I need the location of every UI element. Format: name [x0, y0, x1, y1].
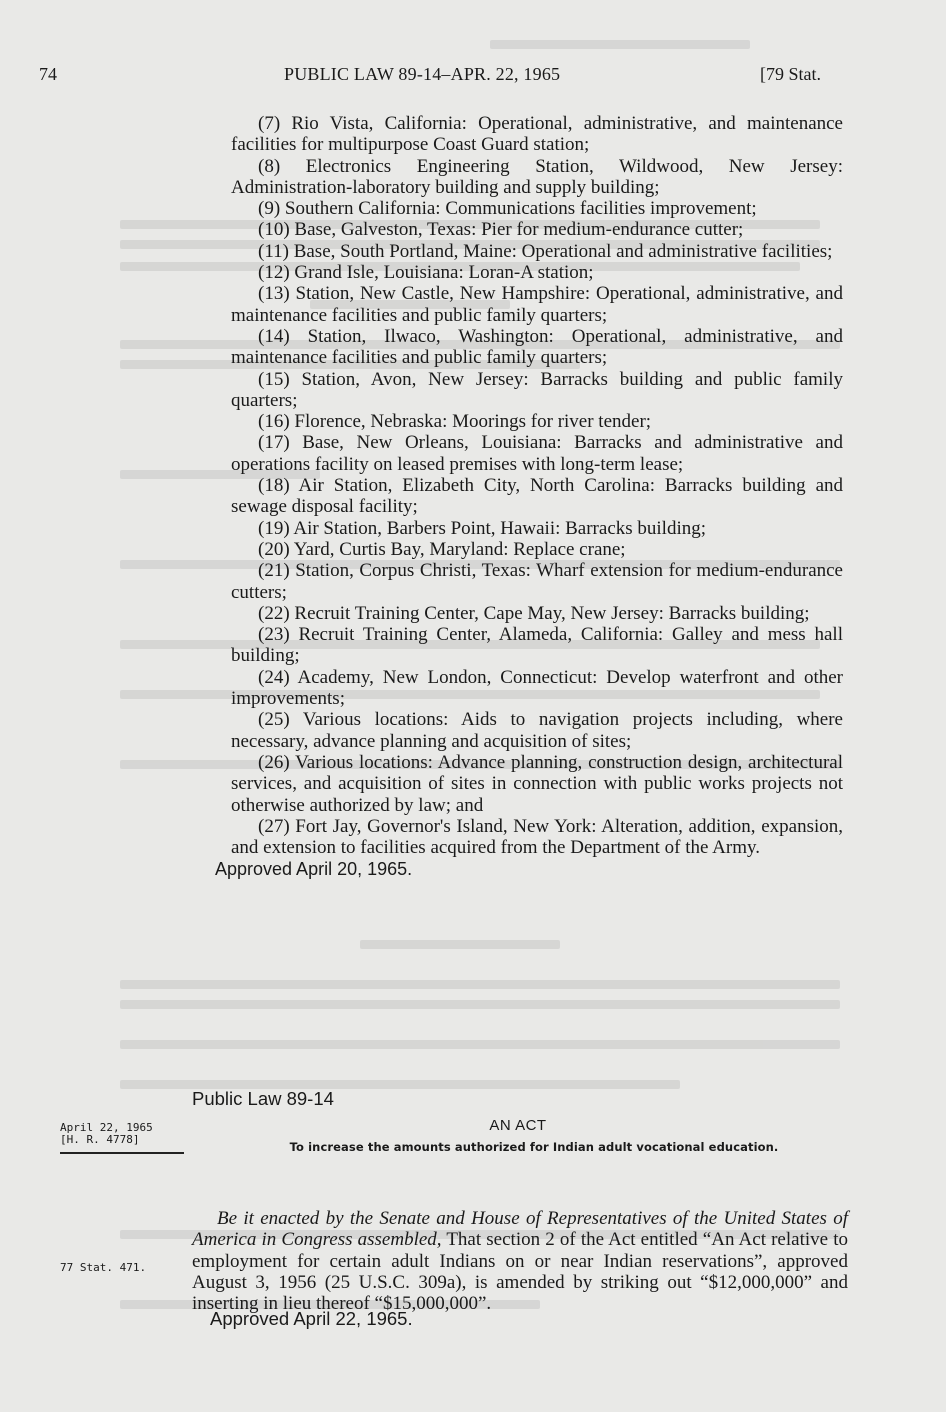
approval-date: Approved April 20, 1965.	[215, 859, 413, 880]
list-item: (14) Station, Ilwaco, Washington: Operational, administrative, and maintenance facilities and public family quarters;	[231, 325, 843, 369]
list-item: (18) Air Station, Elizabeth City, North Carolina: Barracks building and sewage disposal facility;	[231, 475, 843, 518]
approval-date-2: Approved April 22, 1965.	[210, 1308, 413, 1329]
margin-bill-number: [H. R. 4778]	[60, 1133, 140, 1146]
list-item: (17) Base, New Orleans, Louisiana: Barracks and administrative and operations facility on leased premises with long-term lease;	[231, 432, 843, 475]
margin-rule	[60, 1152, 184, 1154]
list-item: (12) Grand Isle, Louisiana: Loran-A station;	[258, 262, 594, 284]
list-item: (22) Recruit Training Center, Cape May, New Jersey: Barracks building;	[258, 602, 810, 624]
list-item: (24) Academy, New London, Connecticut: Develop waterfront and other improvements;	[231, 666, 843, 710]
enacting-paragraph	[192, 1208, 848, 1314]
page-number: 74	[39, 64, 57, 84]
list-item: (9) Southern California: Communications facilities improvement;	[258, 198, 757, 220]
list-item: (19) Air Station, Barbers Point, Hawaii: Barracks building;	[258, 517, 707, 539]
list-item: (8) Electronics Engineering Station, Wildwood, New Jersey: Administration-laboratory building and supply building;	[231, 155, 843, 198]
list-item: (20) Yard, Curtis Bay, Maryland: Replace crane;	[258, 538, 626, 560]
page-header	[0, 64, 946, 88]
an-act-heading: AN ACT	[489, 1117, 547, 1134]
amendment-text: That section 2 of the Act entitled “An Act relative to employment for certain adult Indians on or near Indian reservations”, approved August 3, 1956 (25 U.S.C. 309a), is amended by striking out “$12,000,000” and inserting in lieu thereof “$15,000,000”.	[192, 1229, 848, 1315]
list-item: (10) Base, Galveston, Texas: Pier for medium-endurance cutter;	[258, 219, 744, 241]
margin-date: April 22, 1965	[60, 1121, 153, 1134]
enacting-clause: Be it enacted by the Senate and House of Representatives of the United States of America in Congress assembled,	[192, 1208, 848, 1251]
enumerated-list	[215, 113, 843, 881]
list-item: (15) Station, Avon, New Jersey: Barracks building and public family quarters;	[231, 368, 843, 411]
list-item: (13) Station, New Castle, New Hampshire: Operational, administrative, and maintenance facilities and public family quarters;	[231, 283, 843, 326]
list-item: (23) Recruit Training Center, Alameda, California: Galley and mess hall building;	[231, 624, 843, 667]
list-item: (27) Fort Jay, Governor's Island, New York: Alteration, addition, expansion, and extension to facilities acquired from the Department of the Army.	[231, 815, 843, 859]
list-item: (26) Various locations: Advance planning, construction design, architectural services, and acquisition of sites in connection with public works projects not otherwise authorized by law; and	[231, 751, 843, 816]
statute-reference: [79 Stat.	[760, 64, 821, 84]
list-item: (25) Various locations: Aids to navigation projects including, where necessary, advance planning and acquisition of sites;	[231, 709, 843, 752]
list-item: (7) Rio Vista, California: Operational, administrative, and maintenance facilities for multipurpose Coast Guard station;	[231, 113, 843, 156]
list-item: (11) Base, South Portland, Maine: Operational and administrative facilities;	[258, 240, 833, 262]
list-item: (21) Station, Corpus Christi, Texas: Wharf extension for medium-endurance cutters;	[231, 560, 843, 603]
list-item: (16) Florence, Nebraska: Moorings for river tender;	[258, 411, 652, 433]
public-law-number: Public Law 89-14	[192, 1088, 334, 1109]
running-head: PUBLIC LAW 89-14–APR. 22, 1965	[284, 64, 561, 84]
act-title: To increase the amounts authorized for Indian adult vocational education.	[289, 1140, 779, 1154]
margin-citation: 77 Stat. 471.	[60, 1261, 147, 1274]
